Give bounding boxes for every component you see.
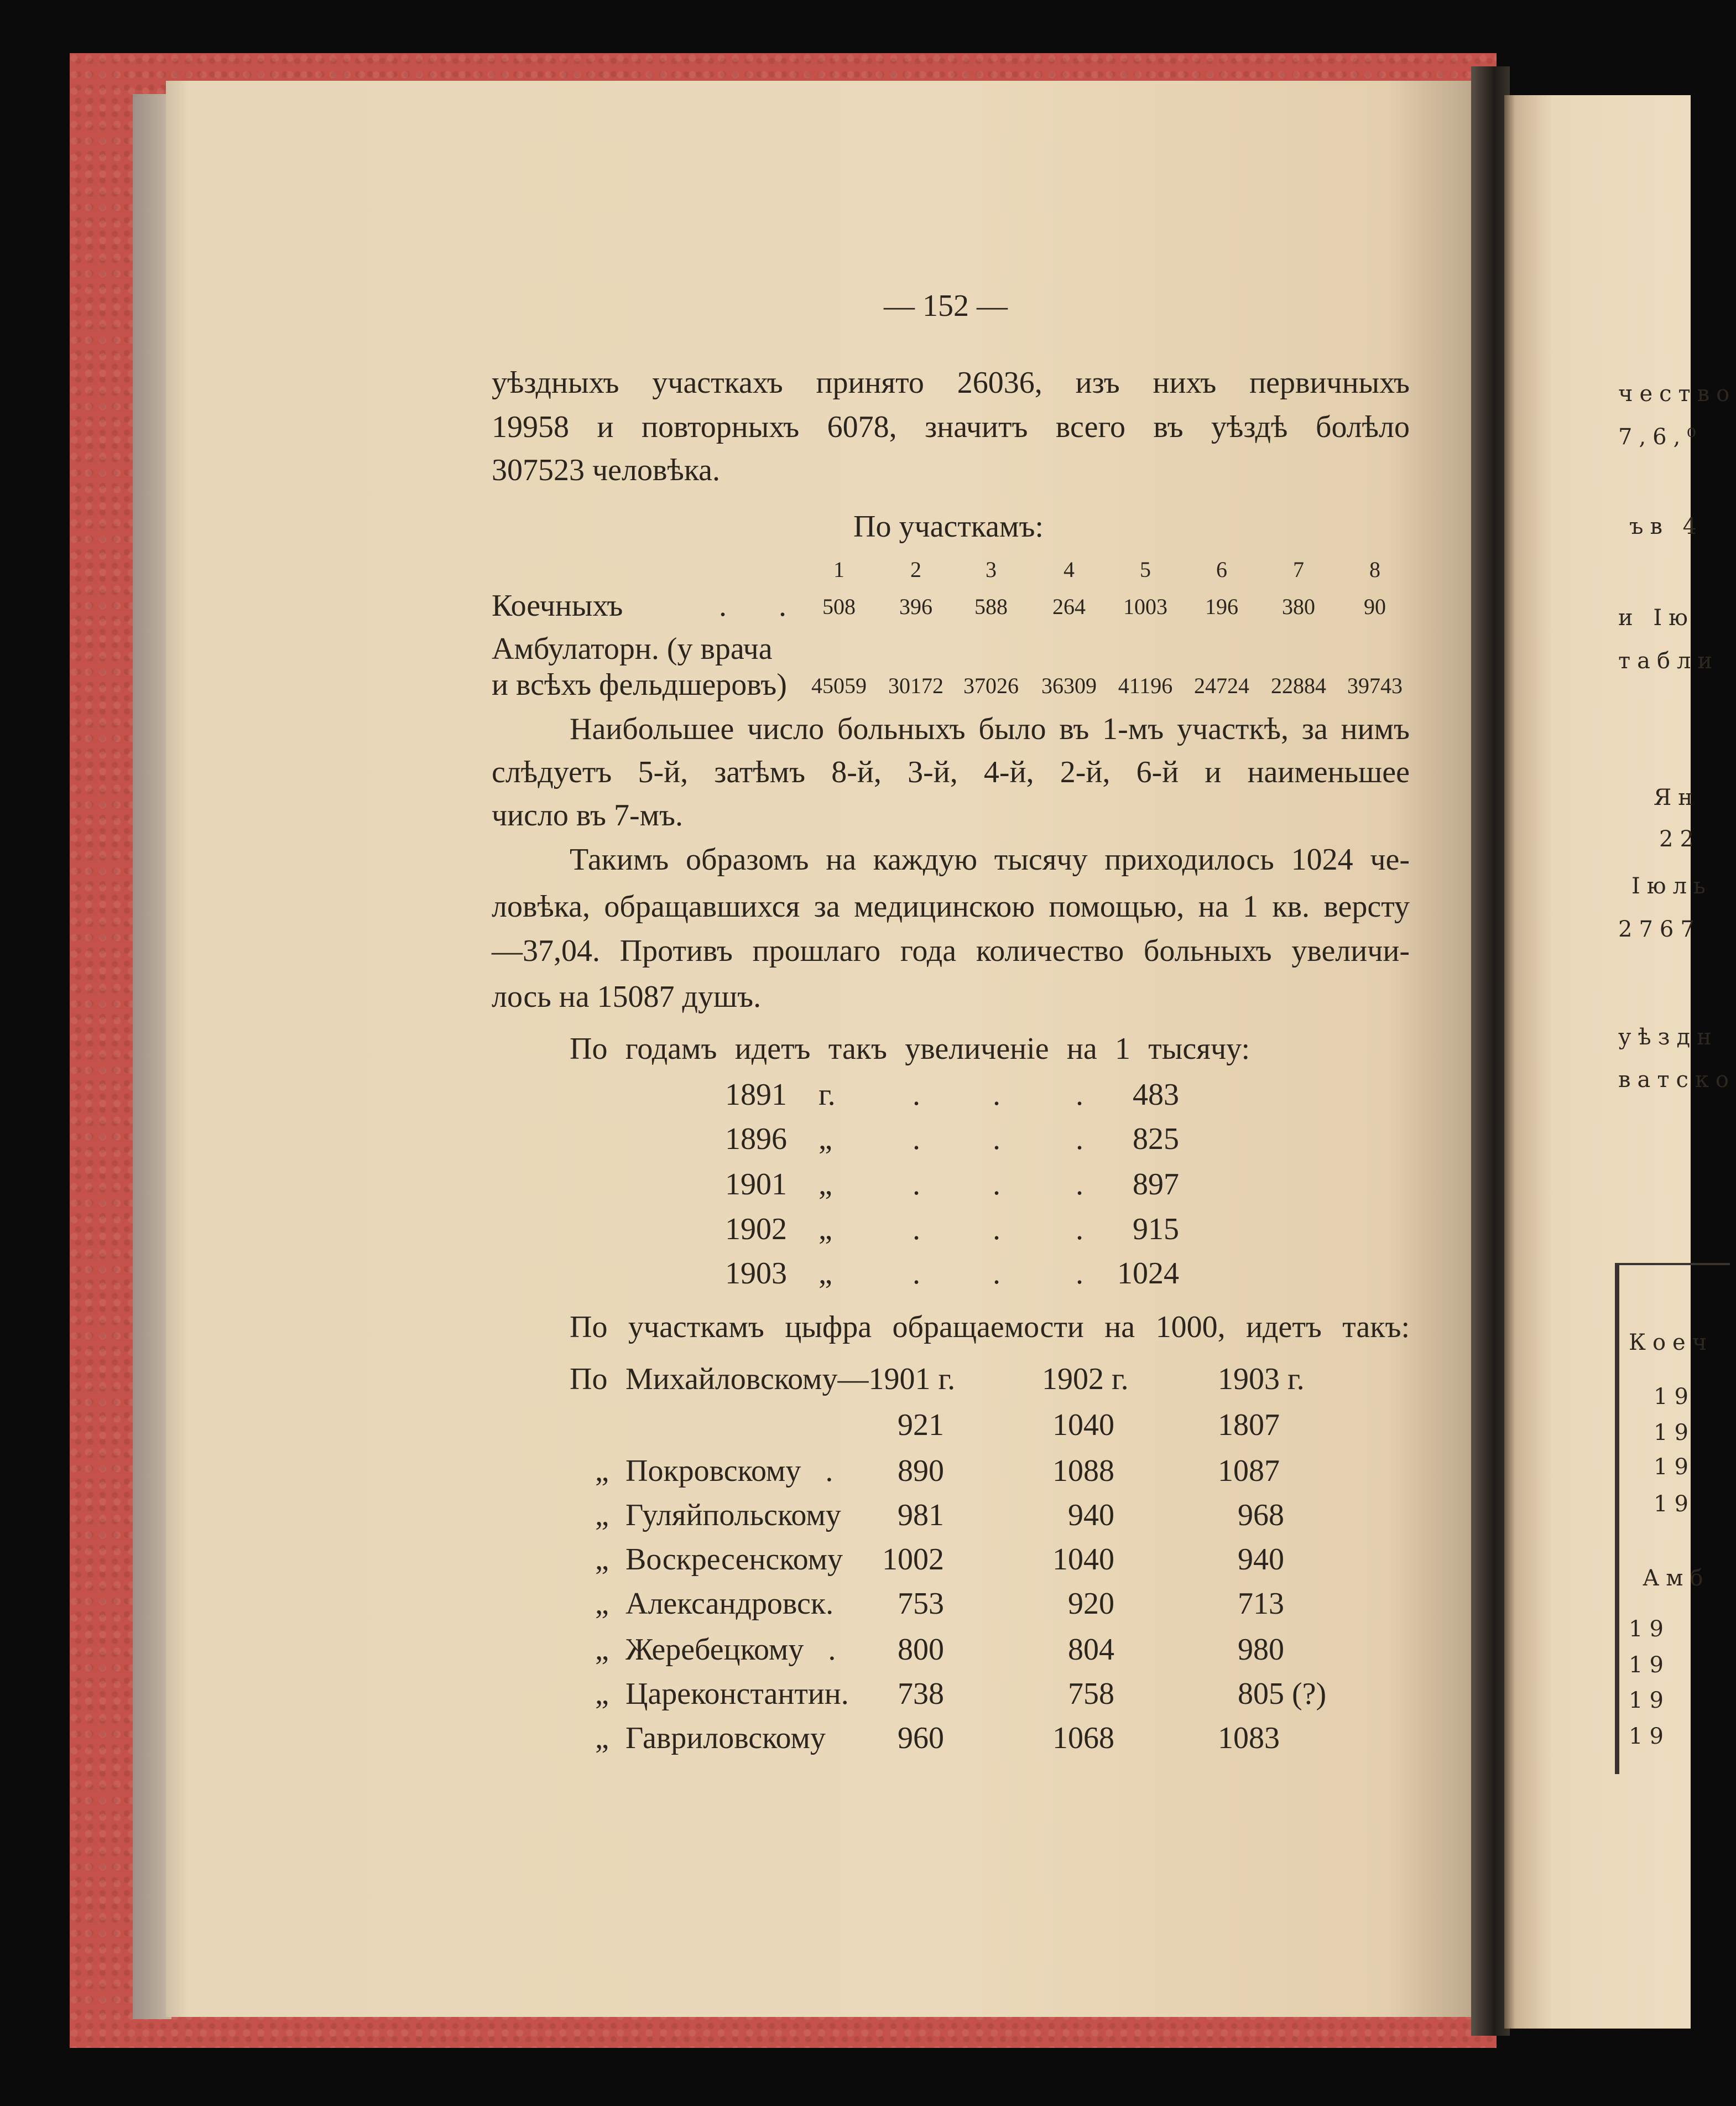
unit: „ — [819, 1167, 832, 1202]
cell-1901: 738 — [898, 1677, 944, 1711]
cell-1903: 1807 — [1218, 1408, 1280, 1442]
text-fragment: Іюль — [1631, 873, 1712, 899]
text-line: —37,04. Противъ прошлаго года количество больныхъ увеличи- — [492, 934, 1410, 968]
district-name: Гавриловскому — [625, 1721, 826, 1755]
cell: 45059 — [811, 673, 867, 698]
table-cell: 19 — [1629, 1724, 1670, 1749]
text-fragment: Ян — [1654, 785, 1699, 810]
ditto-mark: „ — [595, 1498, 609, 1532]
text-line: уѣздныхъ участкахъ принято 26036, изъ нихъ первичныхъ — [492, 366, 1410, 400]
district-name: Покровскому . — [625, 1454, 833, 1488]
text-line: 19958 и повторныхъ 6078, значитъ всего въ уѣздѣ болѣло — [492, 410, 1410, 444]
year: 1901 — [725, 1167, 787, 1202]
table-cell: 19 — [1629, 1652, 1670, 1678]
table-heading: По участкамъ: — [853, 509, 1044, 544]
leader-dot: . — [993, 1122, 1000, 1156]
cell-1903: 940 — [1238, 1542, 1284, 1577]
year: 1896 — [725, 1122, 787, 1156]
cell-1903: 980 — [1238, 1632, 1284, 1667]
cell-1901: 890 — [898, 1454, 944, 1488]
text-line: слѣдуетъ 5-й, затѣмъ 8-й, 3-й, 4-й, 2-й, 6-й и наименьшее — [492, 755, 1410, 789]
text-fragment: чество — [1618, 381, 1736, 407]
cell-1902: 1040 — [1052, 1542, 1114, 1577]
cell: 41196 — [1118, 673, 1173, 698]
column-header: 4 — [1064, 557, 1075, 582]
district-name: Александровск. — [625, 1587, 834, 1621]
prefix: По — [570, 1362, 608, 1396]
value: 915 — [1133, 1212, 1179, 1246]
text-fragment: табли — [1618, 648, 1719, 674]
cell: 90 — [1364, 594, 1386, 619]
cell-1902: 1068 — [1052, 1721, 1114, 1755]
header-first: Михайловскому—1901 г. — [625, 1362, 956, 1396]
table-cell: 19 — [1629, 1616, 1670, 1642]
cell-1903: 1087 — [1218, 1454, 1280, 1488]
ditto-mark: „ — [595, 1721, 609, 1755]
text-fragment: 7,6,⁰ — [1618, 424, 1703, 450]
table-cell: 19 — [1654, 1384, 1695, 1410]
value: 483 — [1133, 1078, 1179, 1112]
table-label: Амб — [1643, 1566, 1710, 1591]
value: 1024 — [1117, 1256, 1179, 1291]
cell-1902: 1088 — [1052, 1454, 1114, 1488]
table-cell: 19 — [1629, 1688, 1670, 1713]
leader-dot: . — [1076, 1212, 1083, 1246]
header-1903: 1903 г. — [1218, 1362, 1305, 1396]
value: 825 — [1133, 1122, 1179, 1156]
cell: 24724 — [1194, 673, 1249, 698]
text-line: По участкамъ цыфра обращаемости на 1000, идетъ такъ: — [570, 1310, 1410, 1344]
ditto-mark: „ — [595, 1677, 609, 1711]
leader-dot: . — [993, 1167, 1000, 1202]
column-header: 5 — [1140, 557, 1151, 582]
leader-dots: . . — [719, 589, 809, 623]
district-name: Жеребецкому . — [625, 1632, 836, 1667]
text-fragment: 2767 — [1618, 917, 1701, 942]
column-header: 3 — [986, 557, 997, 582]
year: 1902 — [725, 1212, 787, 1246]
cell-1901: 800 — [898, 1632, 944, 1667]
year: 1891 — [725, 1078, 787, 1112]
text-fragment: уѣздн — [1618, 1025, 1718, 1050]
text-fragment: ъв 4 — [1629, 514, 1704, 539]
row-label: Амбулаторн. (у врача — [492, 632, 773, 666]
row-label: и всѣхъ фельдшеровъ) — [492, 668, 787, 702]
unit: „ — [819, 1256, 832, 1291]
leader-dot: . — [993, 1256, 1000, 1291]
text-fragment: ватско — [1618, 1067, 1735, 1093]
cell-1903: 805 (?) — [1238, 1677, 1327, 1711]
cell: 588 — [974, 594, 1008, 619]
text-line: 307523 человѣка. — [492, 453, 721, 487]
cell: 22884 — [1271, 673, 1326, 698]
cell-1902: 940 — [1068, 1498, 1114, 1532]
unit: г. — [819, 1078, 836, 1112]
text-fragment: и Ію — [1618, 605, 1695, 631]
cell: 396 — [899, 594, 932, 619]
district-name: Гуляйпольскому — [625, 1498, 841, 1532]
leader-dot: . — [913, 1078, 920, 1112]
cell: 508 — [822, 594, 856, 619]
cell: 196 — [1205, 594, 1238, 619]
header-1902: 1902 г. — [1042, 1362, 1129, 1396]
row-label: Коечныхъ — [492, 589, 623, 623]
year: 1903 — [725, 1256, 787, 1291]
leader-dot: . — [913, 1122, 920, 1156]
ditto-mark: „ — [595, 1454, 609, 1488]
unit: „ — [819, 1212, 832, 1246]
text-fragment: 22 — [1659, 826, 1701, 852]
cell-1901: 1002 — [882, 1542, 944, 1577]
text-line: Наибольшее число больныхъ было въ 1-мъ участкѣ, за нимъ — [570, 712, 1410, 746]
page-number: — 152 — — [884, 289, 1008, 323]
leader-dot: . — [993, 1212, 1000, 1246]
leader-dot: . — [1076, 1078, 1083, 1112]
district-name: Воскресенскому — [625, 1542, 843, 1577]
leader-dot: . — [1076, 1122, 1083, 1156]
table-cell: 19 — [1654, 1454, 1695, 1480]
cell-1901: 753 — [898, 1587, 944, 1621]
column-header: 8 — [1369, 557, 1380, 582]
text-line: По годамъ идетъ такъ увеличеніе на 1 тысячу: — [570, 1032, 1250, 1066]
cell: 39743 — [1347, 673, 1403, 698]
cell-1902: 1040 — [1052, 1408, 1114, 1442]
leader-dot: . — [1076, 1167, 1083, 1202]
leader-dot: . — [913, 1167, 920, 1202]
cell: 37026 — [963, 673, 1019, 698]
leader-dot: . — [913, 1256, 920, 1291]
right-page — [1504, 95, 1736, 2029]
text-line: ловѣка, обращавшихся за медицинскою помощью, на 1 кв. версту — [492, 890, 1410, 924]
cell-1902: 920 — [1068, 1587, 1114, 1621]
text-line: лось на 15087 душъ. — [492, 980, 762, 1014]
cell: 1003 — [1123, 594, 1167, 619]
cell-1903: 713 — [1238, 1587, 1284, 1621]
column-header: 2 — [910, 557, 921, 582]
cell-1901: 981 — [898, 1498, 944, 1532]
cell-1901: 960 — [898, 1721, 944, 1755]
cell: 30172 — [888, 673, 943, 698]
column-header: 7 — [1293, 557, 1304, 582]
unit: „ — [819, 1122, 832, 1156]
column-header: 1 — [833, 557, 844, 582]
value: 897 — [1133, 1167, 1179, 1202]
cell-1902: 804 — [1068, 1632, 1114, 1667]
cell: 380 — [1282, 594, 1315, 619]
table-label: Коеч — [1629, 1330, 1714, 1355]
ditto-mark: „ — [595, 1587, 609, 1621]
table-cell: 19 — [1654, 1491, 1695, 1517]
leader-dot: . — [993, 1078, 1000, 1112]
column-header: 6 — [1216, 557, 1227, 582]
ditto-mark: „ — [595, 1542, 609, 1577]
text-line: Такимъ образомъ на каждую тысячу приходилось 1024 че- — [570, 843, 1410, 877]
cell-1903: 1083 — [1218, 1721, 1280, 1755]
text-line: число въ 7-мъ. — [492, 798, 683, 833]
leader-dot: . — [1076, 1256, 1083, 1291]
cell: 264 — [1052, 594, 1086, 619]
ditto-mark: „ — [595, 1632, 609, 1667]
cell: 36309 — [1041, 673, 1097, 698]
leader-dot: . — [913, 1212, 920, 1246]
cell-1902: 758 — [1068, 1677, 1114, 1711]
cell-1903: 968 — [1238, 1498, 1284, 1532]
table-cell: 19 — [1654, 1420, 1695, 1445]
district-name: Цареконстантин. — [625, 1677, 849, 1711]
cell-1901: 921 — [898, 1408, 944, 1442]
